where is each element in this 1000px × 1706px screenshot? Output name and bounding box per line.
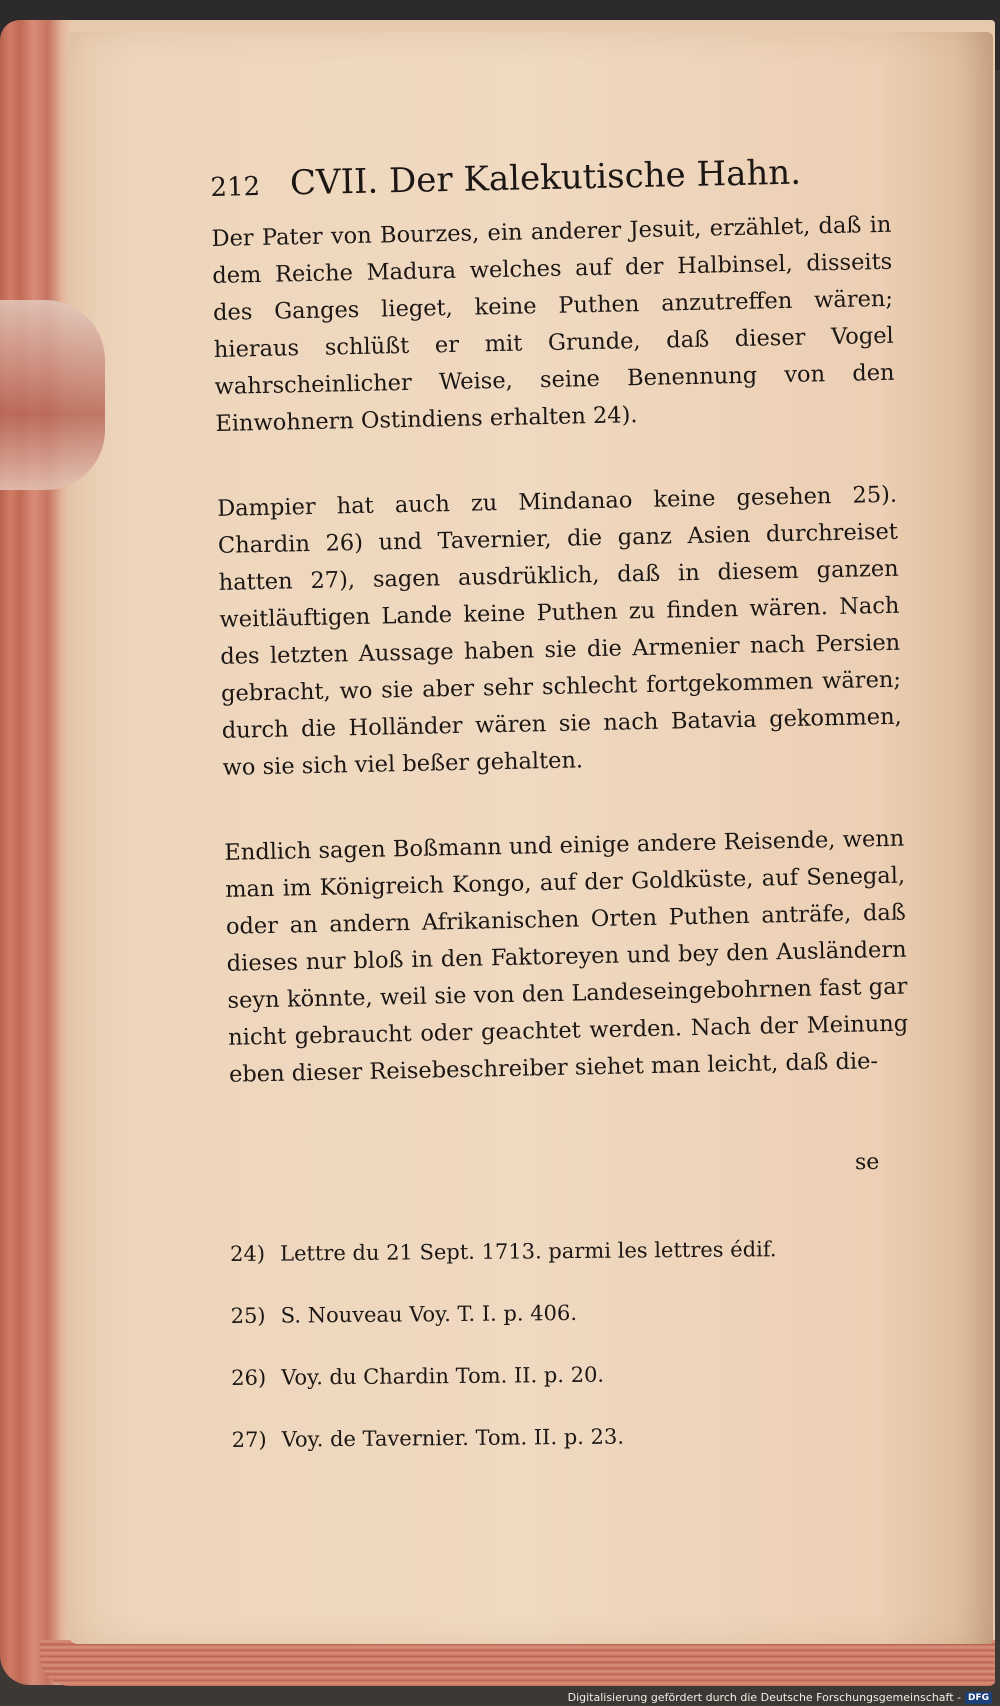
page-number: 212 — [210, 171, 261, 203]
credit-text: Digitalisierung gefördert durch die Deutsche Forschungsgemeinschaft - — [567, 1691, 961, 1704]
catchword: se — [854, 1149, 880, 1176]
paragraph-3: Endlich sagen Boßmann und einige andere Reisende, wenn man im Königreich Kongo, auf der Goldküste, auf Senegal, oder an andern Afrikanischen Orten Puthen anträfe, daß dieses nur bloß in den Faktoreyen und bey den Ausländern seyn könnte, weil sie von den Landeseingebohrnen fast gar nicht gebraucht oder geachtet werden. Nach der Meinung eben dieser Reisebeschreiber siehet man leicht, daß die- — [224, 825, 909, 1088]
page-bottom-edges — [40, 1640, 995, 1686]
dfg-logo-icon: DFG — [965, 1692, 992, 1704]
chapter-title: CVII. Der Kalekutische Hahn. — [289, 152, 802, 204]
footnote-26: 26) Voy. du Chardin Tom. II. p. 20. — [231, 1362, 605, 1390]
paragraph-1: Der Pater von Bourzes, ein anderer Jesuit, erzählet, daß in dem Reiche Madura welches auf der Halbinsel, disseits des Ganges lieget, keine Puthen anzutreffen wären; hieraus schlüßt er mit Grunde, daß dieser Vogel wahrscheinlicher Weise, seine Benennung von den Einwohnern Ostindiens erhalten 24). — [211, 211, 895, 437]
footnote-24: 24) Lettre du 21 Sept. 1713. parmi les lettres édif. — [230, 1237, 777, 1266]
bookmark-ribbon — [0, 300, 105, 490]
footnote-27: 27) Voy. de Tavernier. Tom. II. p. 23. — [231, 1424, 625, 1452]
footnote-25: 25) S. Nouveau Voy. T. I. p. 406. — [230, 1300, 578, 1328]
digitization-credit — [568, 1691, 992, 1704]
page-text-block — [210, 151, 909, 1094]
paragraph-2: Dampier hat auch zu Mindanao keine gesehen 25). Chardin 26) und Tavernier, die ganz Asien durchreiset hatten 27), sagen ausdrüklich, daß in diesem ganzen weitläuftigen Lande keine Puthen zu finden wären. Nach des letzten Aussage haben sie die Armenier nach Persien gebracht, wo sie aber sehr schlecht fortgekommen wären; durch die Holländer wären sie nach Batavia gekommen, wo sie sich viel beßer gehalten. — [216, 481, 902, 781]
footnotes — [230, 1237, 852, 1490]
